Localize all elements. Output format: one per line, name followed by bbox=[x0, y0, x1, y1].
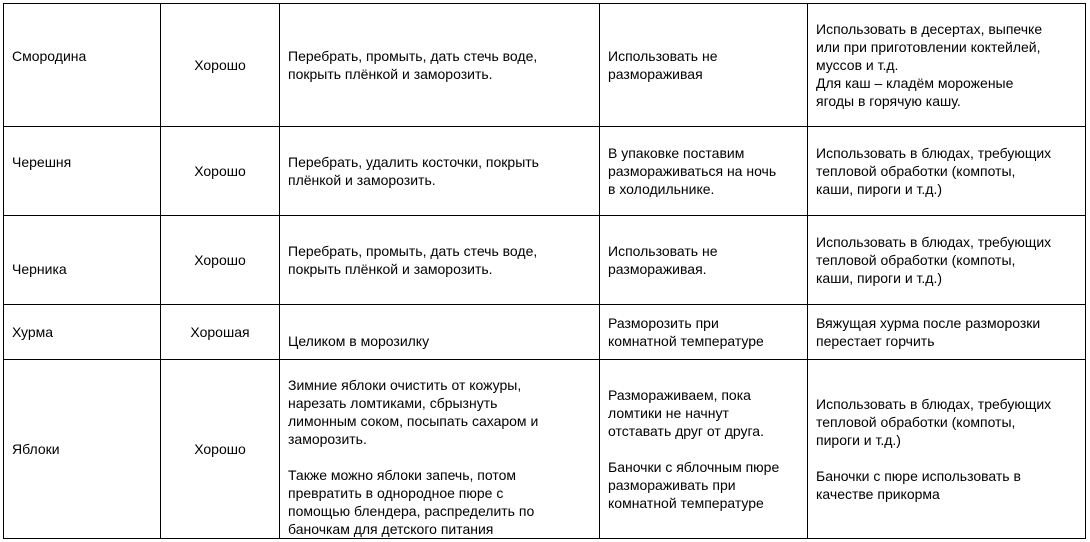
preparation-cell: Перебрать, промыть, дать стечь воде, покрыть плёнкой и заморозить. bbox=[280, 4, 600, 127]
thawing-cell: В упаковке поставим размораживаться на ночь в холодильнике. bbox=[600, 127, 808, 216]
rating-cell: Хорошая bbox=[161, 305, 280, 360]
preparation-cell: Зимние яблоки очистить от кожуры, нарезать ломтиками, сбрызнуть лимонным соком, посыпать сахаром и заморозить. Также можно яблоки запечь, потом превратить в однородное пюре с помощью блендера, распределить по баночкам для детского питания bbox=[280, 360, 600, 539]
usage-cell: Использовать в блюдах, требующих тепловой обработки (компоты, каши, пироги и т.д.) bbox=[808, 127, 1086, 216]
table-row bbox=[4, 360, 1086, 539]
fruit-name-cell: Черешня bbox=[4, 127, 161, 216]
table-row bbox=[4, 127, 1086, 216]
usage-cell: Использовать в блюдах, требующих тепловой обработки (компоты, каши, пироги и т.д.) bbox=[808, 216, 1086, 305]
thawing-cell: Размораживаем, пока ломтики не начнут отставать друг от друга. Баночки с яблочным пюре размораживать при комнатной температуре bbox=[600, 360, 808, 539]
rating-cell: Хорошо bbox=[161, 4, 280, 127]
fruit-name-cell: Хурма bbox=[4, 305, 161, 360]
thawing-cell: Использовать не размораживая bbox=[600, 4, 808, 127]
fruit-name-cell: Смородина bbox=[4, 4, 161, 127]
rating-cell: Хорошо bbox=[161, 127, 280, 216]
table-row bbox=[4, 4, 1086, 127]
preparation-cell: Перебрать, удалить косточки, покрыть плёнкой и заморозить. bbox=[280, 127, 600, 216]
fruit-name-cell: Черника bbox=[4, 216, 161, 305]
freezing-table bbox=[3, 3, 1086, 539]
preparation-cell: Перебрать, промыть, дать стечь воде, покрыть плёнкой и заморозить. bbox=[280, 216, 600, 305]
preparation-cell: Целиком в морозилку bbox=[280, 305, 600, 360]
table-row bbox=[4, 305, 1086, 360]
fruit-name-cell: Яблоки bbox=[4, 360, 161, 539]
thawing-cell: Разморозить при комнатной температуре bbox=[600, 305, 808, 360]
usage-cell: Использовать в блюдах, требующих тепловой обработки (компоты, пироги и т.д.) Баночки с пюре использовать в качестве прикорма bbox=[808, 360, 1086, 539]
rating-cell: Хорошо bbox=[161, 216, 280, 305]
thawing-cell: Использовать не размораживая. bbox=[600, 216, 808, 305]
rating-cell: Хорошо bbox=[161, 360, 280, 539]
usage-cell: Вяжущая хурма после разморозки перестает горчить bbox=[808, 305, 1086, 360]
table-row bbox=[4, 216, 1086, 305]
usage-cell: Использовать в десертах, выпечке или при приготовлении коктейлей, муссов и т.д. Для каш – кладём мороженые ягоды в горячую кашу. bbox=[808, 4, 1086, 127]
